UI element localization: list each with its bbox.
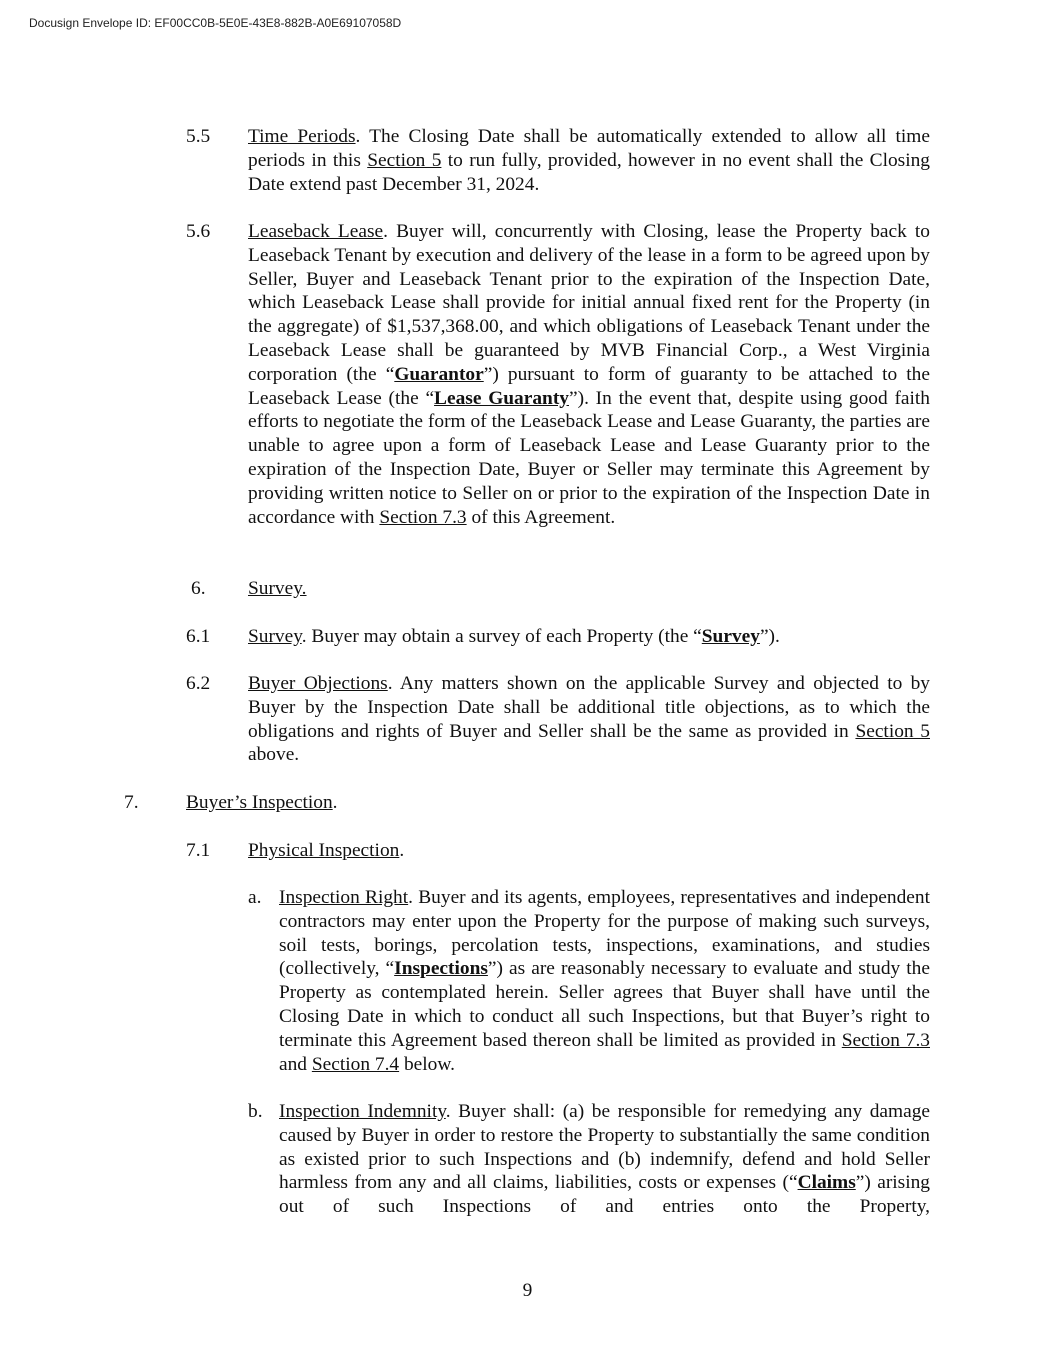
defined-term: Survey (701, 626, 760, 647)
section-heading: Physical Inspection (248, 840, 400, 861)
defined-term: Guarantor (394, 363, 484, 385)
section-7-heading: Buyer’s Inspection. (186, 792, 338, 813)
section-heading: Inspection Indemnity (279, 1101, 446, 1122)
section-5-6-paragraph: Leaseback Lease. Buyer will, concurrently with Closing, lease the Property back to Leaseback Tenant by execution and delivery of the lease in a form to be agreed upon by Seller, Buyer and Leaseback Tenant prior to the expiration of the Inspection Date, which Leaseback Lease shall provide for initial annual fixed rent for the Property (in the aggregate) of $1,537,368.00, and which obligations of Leaseback Tenant under the Leaseback Lease shall be guaranteed by MVB Financial Corp., a West Virginia corporation (the “Guarantor”) pursuant to form of guaranty to be attached to the Leaseback Lease (the “Lease Guaranty”). In the event that, despite using good faith efforts to negotiate the form of the Leaseback Lease and Lease Guaranty, the parties are unable to agree upon a form of Leaseback Lease and Lease Guaranty prior to the expiration of the Inspection Date, Buyer or Seller may terminate this Agreement by providing written notice to Seller on or prior to the expiration of the Inspection Date in accordance with Section 7.3 of this Agreement. (248, 221, 931, 528)
page-number: 9 (522, 1280, 533, 1301)
cross-reference: Section 5 (855, 720, 930, 742)
subsection-letter: a. (248, 887, 262, 908)
section-heading: Leaseback Lease (248, 221, 384, 242)
section-5-5-paragraph: Time Periods. The Closing Date shall be automatically extended to allow all time periods in this Section 5 to run fully, provided, however in no event shall the Closing Date extend past December 31, 2024. (248, 126, 930, 195)
section-heading: Survey (248, 626, 302, 647)
cross-reference: Section 7.3 (841, 1029, 930, 1051)
cross-reference: Section 5 (367, 149, 442, 171)
defined-term: Lease Guaranty (434, 387, 569, 409)
section-number: 5.5 (186, 126, 211, 147)
section-6-2-paragraph: Buyer Objections. Any matters shown on the applicable Survey and objected to by Buyer by the Inspection Date shall be additional title objections, as to which the obligations and rights of Buyer and Seller shall be the same as provided in Section 5 above. (248, 673, 931, 766)
section-number: 5.6 (186, 221, 211, 242)
section-number: 7. (124, 792, 139, 813)
cross-reference: Section 7.4 (311, 1053, 400, 1075)
section-6-1-paragraph: Survey. Buyer may obtain a survey of each Property (the “Survey”). (248, 626, 780, 647)
section-6-heading (248, 577, 307, 601)
section-heading: Buyer Objections (248, 673, 388, 694)
section-heading: Inspection Right (279, 887, 409, 908)
section-number: 7.1 (186, 840, 211, 861)
defined-term: Claims (797, 1172, 856, 1194)
section-heading: Time Periods (248, 126, 356, 147)
defined-term: Inspections (394, 958, 488, 980)
section-heading: Buyer’s Inspection (186, 792, 333, 813)
section-heading: Survey. (248, 578, 307, 599)
subsection-letter: b. (248, 1101, 263, 1122)
section-number: 6.2 (186, 673, 211, 694)
section-number: 6. (191, 578, 206, 599)
cross-reference: Section 7.3 (379, 506, 467, 528)
inspection-right-paragraph: Inspection Right. Buyer and its agents, employees, representatives and independent contractors may enter upon the Property for the purpose of making such surveys, soil tests, borings, percolation tests, inspections, examinations, and studies (collectively, “Inspections”) as are reasonably necessary to evaluate and study the Property as contemplated herein. Seller agrees that Buyer shall have until the Closing Date in which to conduct all such Inspections, but that Buyer’s right to terminate this Agreement based thereon shall be limited as provided in Section 7.3 and Section 7.4 below. (279, 887, 930, 1075)
section-7-1-heading: Physical Inspection. (248, 840, 405, 861)
section-number: 6.1 (186, 626, 211, 647)
envelope-id-header: Docusign Envelope ID: EF00CC0B-5E0E-43E8-882B-A0E69107058D (29, 16, 402, 30)
inspection-indemnity-paragraph: Inspection Indemnity. Buyer shall: (a) be responsible for remedying any damage caused by Buyer in order to restore the Property to substantially the same condition as existed prior to such Inspections and (b) indemnify, defend and hold Seller harmless from any and all claims, liabilities, costs or expenses (“Claims”) arising out of such Inspections of and entries onto the Property, (279, 1101, 931, 1218)
